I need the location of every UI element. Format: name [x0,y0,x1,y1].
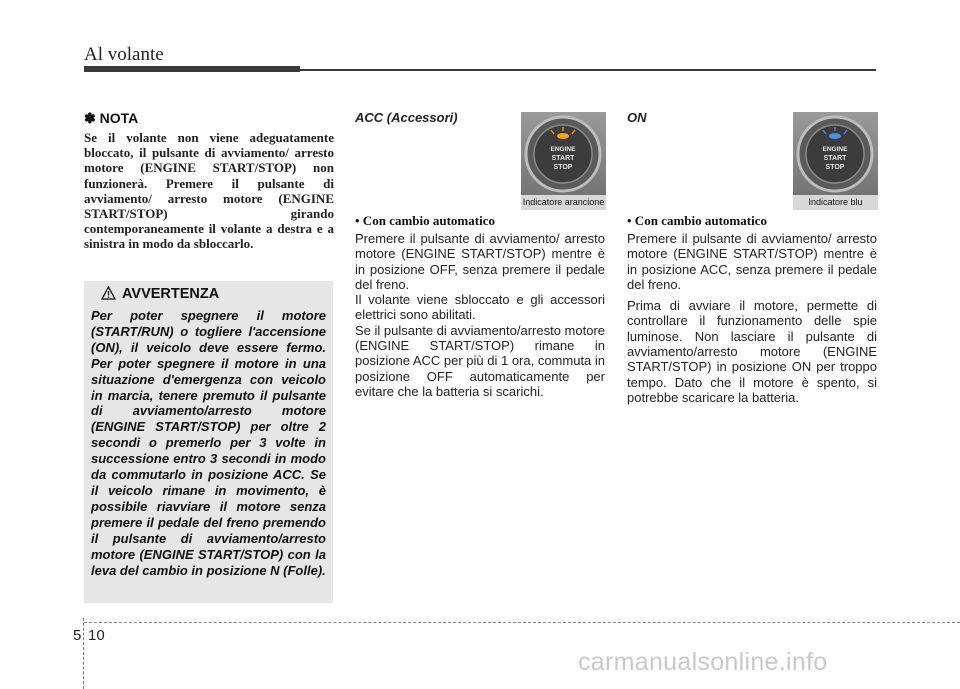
header-rule-thick [84,66,300,72]
page-header-title: Al volante [84,44,164,65]
header-rule-thin [300,69,876,71]
on-button-label-2: START [823,155,847,162]
on-indicator-photo [793,112,878,210]
page-number: 10 [88,627,105,644]
acc-para3: Se il pulsante di avviamento/arresto motore (ENGINE START/STOP) rimane in posizione ACC per più di 1 ora, commuta in posizione OFF automaticamente per evitare che la batteria si scarichi. [355,322,606,399]
acc-bullet: • Con cambio automatico [355,213,495,228]
acc-title: ACC (Accessori) [355,110,458,125]
acc-para2: Il volante viene sbloccato e gli accessori elettrici sono abilitati. [355,292,605,323]
on-button-label-1: ENGINE [822,146,848,153]
warning-box [84,281,333,603]
on-title: ON [627,110,647,125]
nota-title: ✽ NOTA [84,110,139,126]
acc-button-label-1: ENGINE [550,146,576,153]
on-image-caption: Indicatore blu [793,195,878,210]
warning-text: Per poter spegnere il motore (START/RUN) o togliere l'accensione (ON), il veicolo deve essere fermo. Per poter spegnere il motore in una situazione d'emergenza con veicolo in marcia, tenere premuto il pulsante di avviamento/arresto motore (ENGINE START/STOP) per oltre 2 secondi o premerlo per 3 volte in successione entro 3 secondi in modo da commutarlo in posizione ACC. Se il veicolo rimane in movimento, è possibile riavviare il motore senza premere il pedale del freno premendo il pulsante di avviamento/arresto motore (ENGINE START/STOP) con la leva del cambio in posizione N (Folle). [91,308,326,578]
on-bullet: • Con cambio automatico [627,213,767,228]
acc-button-label-3: STOP [553,164,573,171]
footer-vertical-rule [83,618,85,689]
watermark: carmanualsonline.info [578,648,828,676]
warning-header [101,286,219,304]
on-para2: Prima di avviare il motore, permette di controllare il funzionamento delle spie luminose. Non lasciare il pulsante di avviamento/arresto motore (ENGINE START/STOP) in posizione ON per troppo tempo. Dato che il motore è spento, si potrebbe scaricare la batteria. [627,298,877,405]
footer-horizontal-rule [84,622,960,624]
chapter-number: 5 [73,627,82,644]
acc-indicator-photo [521,112,606,210]
warning-title: AVVERTENZA [122,286,220,302]
acc-para1: Premere il pulsante di avviamento/ arresto motore (ENGINE START/STOP) mentre è in posizione OFF, senza premere il pedale del freno. [355,231,605,292]
nota-text: Se il volante non viene adeguatamente bloccato, il pulsante di avviamento/ arresto motore (ENGINE START/STOP) non funzionerà. Premere il pulsante di avviamento/ arresto motore (ENGINE START/STOP) girando contemporaneamente il volante a destra e a sinistra in modo da sbloccarlo. [84,130,334,252]
acc-button-label-2: START [551,155,575,162]
on-button-label-3: STOP [825,164,845,171]
on-para1: Premere il pulsante di avviamento/ arresto motore (ENGINE START/STOP) mentre è in posizione ACC, senza premere il pedale del freno. [627,231,877,292]
on-indicator-light [829,133,841,139]
acc-indicator-light [557,133,569,139]
warning-triangle-icon [101,286,116,304]
nota-section [84,110,334,252]
acc-image-caption: Indicatore arancione [521,195,606,210]
